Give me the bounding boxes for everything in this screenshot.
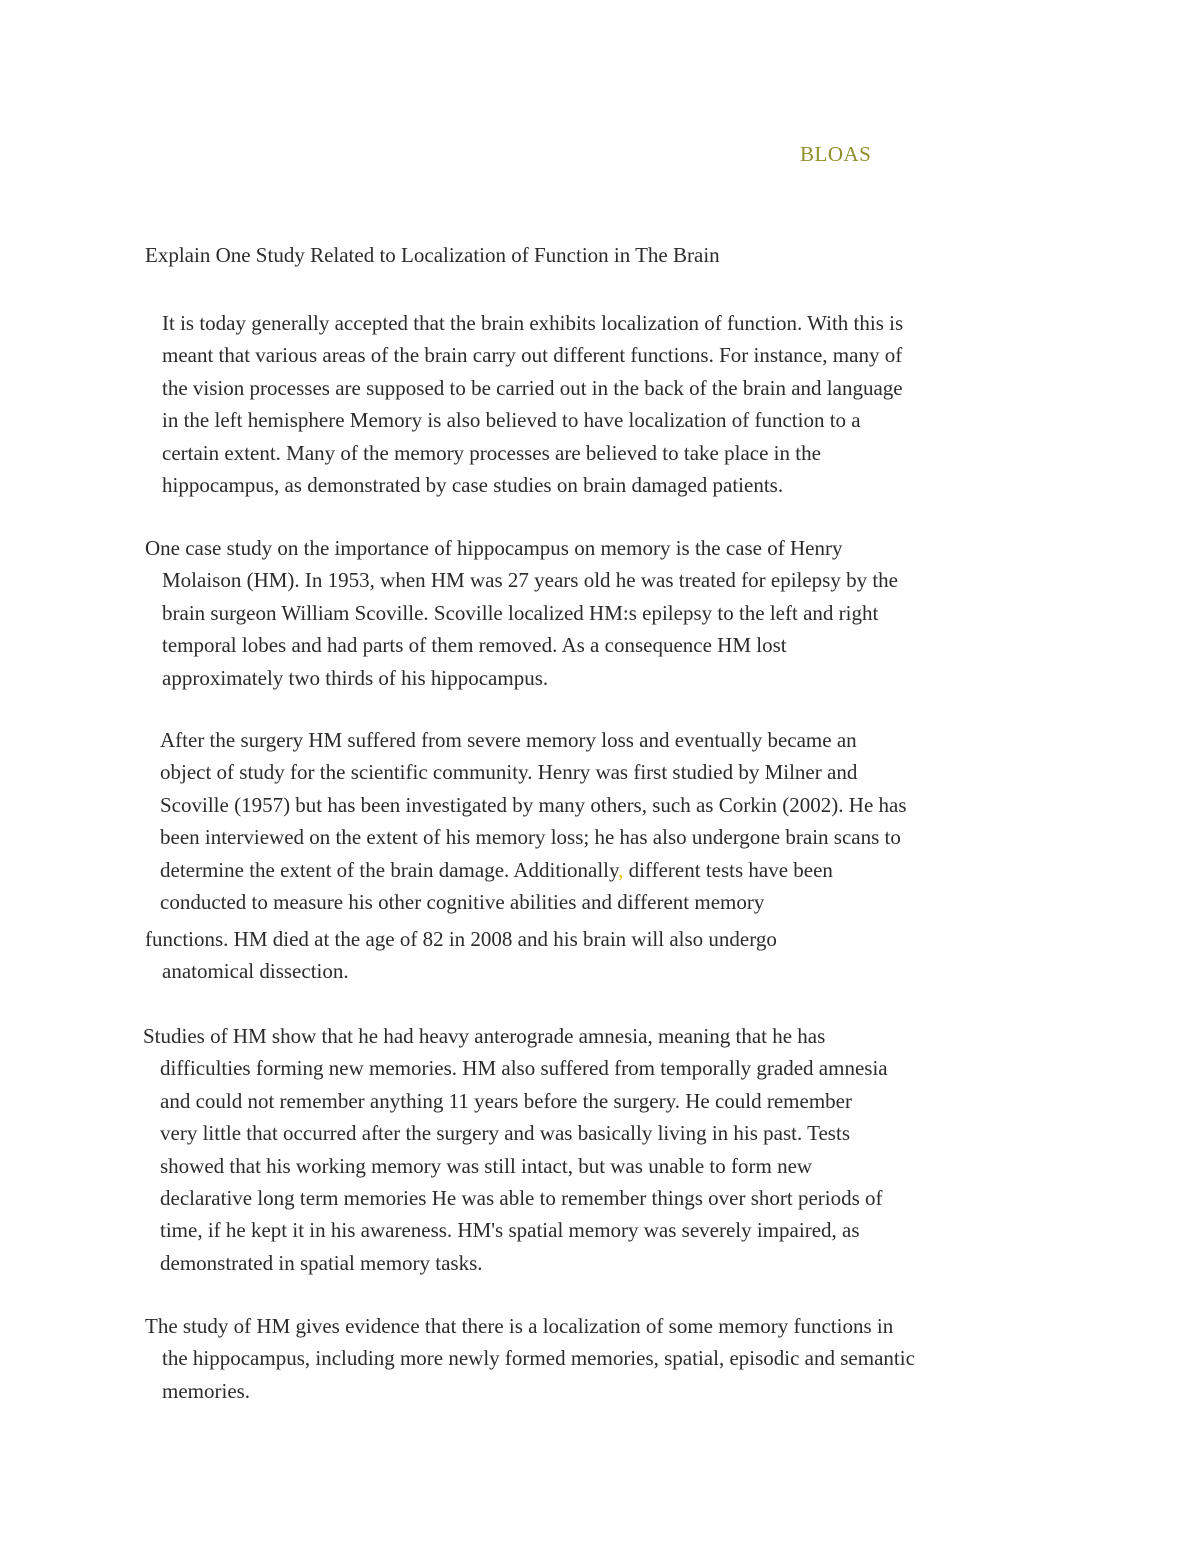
paragraph-line: functions. HM died at the age of 82 in 2008 and his brain will also undergo: [145, 927, 777, 951]
paragraph-line: The study of HM gives evidence that there is a localization of some memory functions in: [145, 1314, 894, 1338]
paragraph-line: time, if he kept it in his awareness. HM's spatial memory was severely impaired, as: [160, 1218, 860, 1243]
document-title: Explain One Study Related to Localization of Function in The Brain: [145, 243, 720, 267]
paragraph-line: object of study for the scientific community. Henry was first studied by Milner and: [160, 760, 858, 785]
paragraph-after-surgery: [160, 724, 907, 918]
paragraph-line: very little that occurred after the surgery and was basically living in his past. Tests: [160, 1121, 850, 1146]
paragraph-studies: [143, 1020, 888, 1279]
paragraph-intro: [162, 307, 903, 501]
paragraph-line: showed that his working memory was still intact, but was unable to form new: [160, 1153, 813, 1178]
paragraph-line: approximately two thirds of his hippocampus.: [162, 665, 549, 690]
paragraph-line: It is today generally accepted that the brain exhibits localization of function. With this is: [162, 311, 904, 335]
paragraph-line: meant that various areas of the brain carry out different functions. For instance, many of: [162, 343, 903, 368]
paragraph-line: One case study on the importance of hippocampus on memory is the case of Henry: [145, 536, 843, 560]
paragraph-line: anatomical dissection.: [162, 959, 349, 984]
paragraph-line: After the surgery HM suffered from severe memory loss and eventually became an: [160, 728, 857, 752]
paragraph-conclusion: [145, 1310, 915, 1407]
paragraph-line: Scoville (1957) but has been investigated by many others, such as Corkin (2002). He has: [160, 792, 907, 817]
paragraph-line: declarative long term memories He was able to remember things over short periods of: [160, 1186, 883, 1211]
paragraph-line: demonstrated in spatial memory tasks.: [160, 1250, 483, 1275]
paragraph-line: difficulties forming new memories. HM also suffered from temporally graded amnesia: [160, 1056, 888, 1081]
paragraph-line: Molaison (HM). In 1953, when HM was 27 years old he was treated for epilepsy by the: [162, 568, 899, 593]
line-text: determine the extent of the brain damage. Additionally: [160, 857, 619, 882]
paragraph-line: hippocampus, as demonstrated by case studies on brain damaged patients.: [162, 473, 784, 498]
paragraph-line: memories.: [162, 1378, 251, 1403]
line-text: different tests have been: [623, 857, 833, 882]
highlight-mark: ,: [618, 857, 624, 882]
paragraph-line: been interviewed on the extent of his memory loss; he has also undergone brain scans to: [160, 825, 901, 850]
paragraph-line: certain extent. Many of the memory processes are believed to take place in the: [162, 440, 821, 465]
paragraph-line: [160, 854, 907, 886]
paragraph-line: Studies of HM show that he had heavy anterograde amnesia, meaning that he has: [143, 1024, 826, 1048]
paragraph-line: conducted to measure his other cognitive abilities and different memory: [160, 890, 765, 915]
paragraph-line: brain surgeon William Scoville. Scoville localized HM:s epilepsy to the left and right: [162, 600, 879, 625]
paragraph-line: temporal lobes and had parts of them removed. As a consequence HM lost: [162, 633, 787, 658]
paragraph-line: and could not remember anything 11 years before the surgery. He could remember: [160, 1088, 852, 1113]
paragraph-death: [145, 923, 777, 988]
paragraph-line: the vision processes are supposed to be carried out in the back of the brain and language: [162, 375, 903, 400]
paragraph-line: the hippocampus, including more newly formed memories, spatial, episodic and semantic: [162, 1346, 915, 1371]
paragraph-case-study: [145, 532, 899, 694]
paragraph-line: in the left hemisphere Memory is also believed to have localization of function to a: [162, 408, 861, 433]
header-mark: BLOAS: [800, 142, 872, 166]
